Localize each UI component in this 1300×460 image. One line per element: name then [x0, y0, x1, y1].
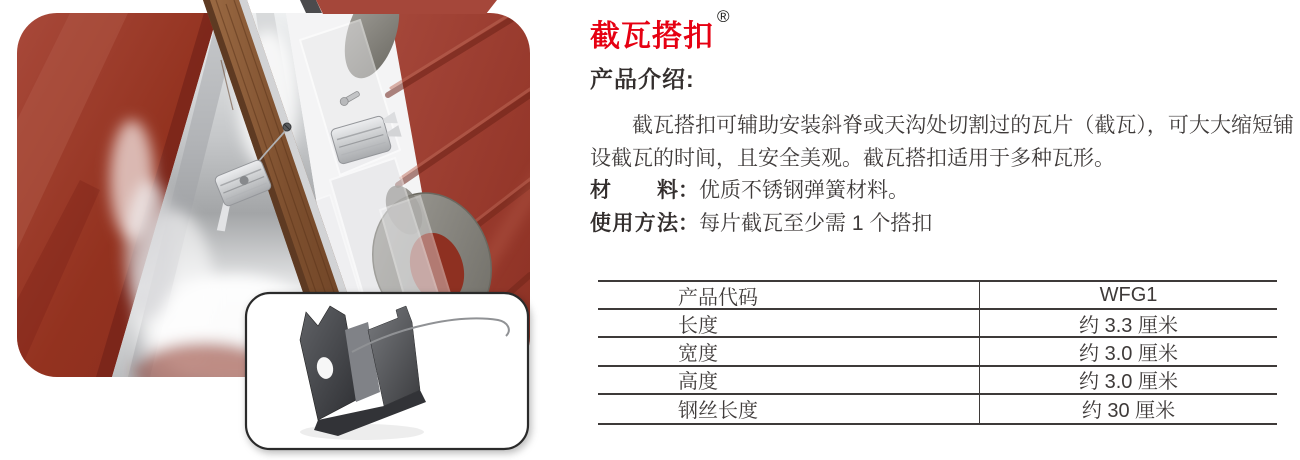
inset-product-box	[246, 293, 528, 449]
tile-top-overflow	[316, 0, 497, 14]
product-title	[590, 7, 730, 55]
spec-name: 宽度	[598, 338, 980, 364]
usage-line	[590, 208, 1294, 241]
table-row	[598, 282, 1277, 310]
usage-colon: ：	[678, 211, 699, 235]
table-row	[598, 367, 1277, 395]
table-row	[598, 338, 1277, 366]
spec-name: 高度	[598, 367, 980, 393]
usage-value: 每片截瓦至少需 1 个搭扣	[699, 211, 933, 235]
roof-scene	[0, 0, 580, 460]
section-heading: 产品介绍:	[590, 66, 695, 92]
spec-value: 约 3.0 厘米	[1079, 342, 1178, 365]
spec-value: 约 3.3 厘米	[1079, 314, 1178, 337]
spec-name: 产品代码	[598, 282, 980, 308]
spec-value: 约 3.0 厘米	[1079, 371, 1178, 393]
spec-value: 约 30 厘米	[1081, 400, 1176, 423]
table-row	[598, 310, 1277, 338]
usage-label: 使用方法	[590, 211, 678, 235]
batten-screw	[283, 123, 291, 131]
material-value: 优质不锈钢弹簧材料。	[699, 179, 909, 202]
spec-value: WFG1	[1099, 283, 1158, 306]
spec-table	[598, 280, 1277, 425]
product-title-text: 截瓦搭扣	[590, 20, 714, 53]
product-photo	[0, 0, 580, 460]
material-line	[590, 175, 1294, 208]
material-label: 材料	[590, 179, 678, 202]
spec-name: 钢丝长度	[598, 395, 980, 423]
spec-name: 长度	[598, 310, 980, 336]
intro-paragraph: 截瓦搭扣可辅助安装斜脊或天沟处切割过的瓦片（截瓦），可大大缩短铺设截瓦的时间，且安全美观。截瓦搭扣适用于多种瓦形。	[590, 114, 1294, 170]
registered-trademark-icon: ®	[717, 7, 730, 26]
table-row	[598, 395, 1277, 423]
material-colon: ：	[678, 179, 699, 202]
intro-block	[590, 110, 1294, 240]
